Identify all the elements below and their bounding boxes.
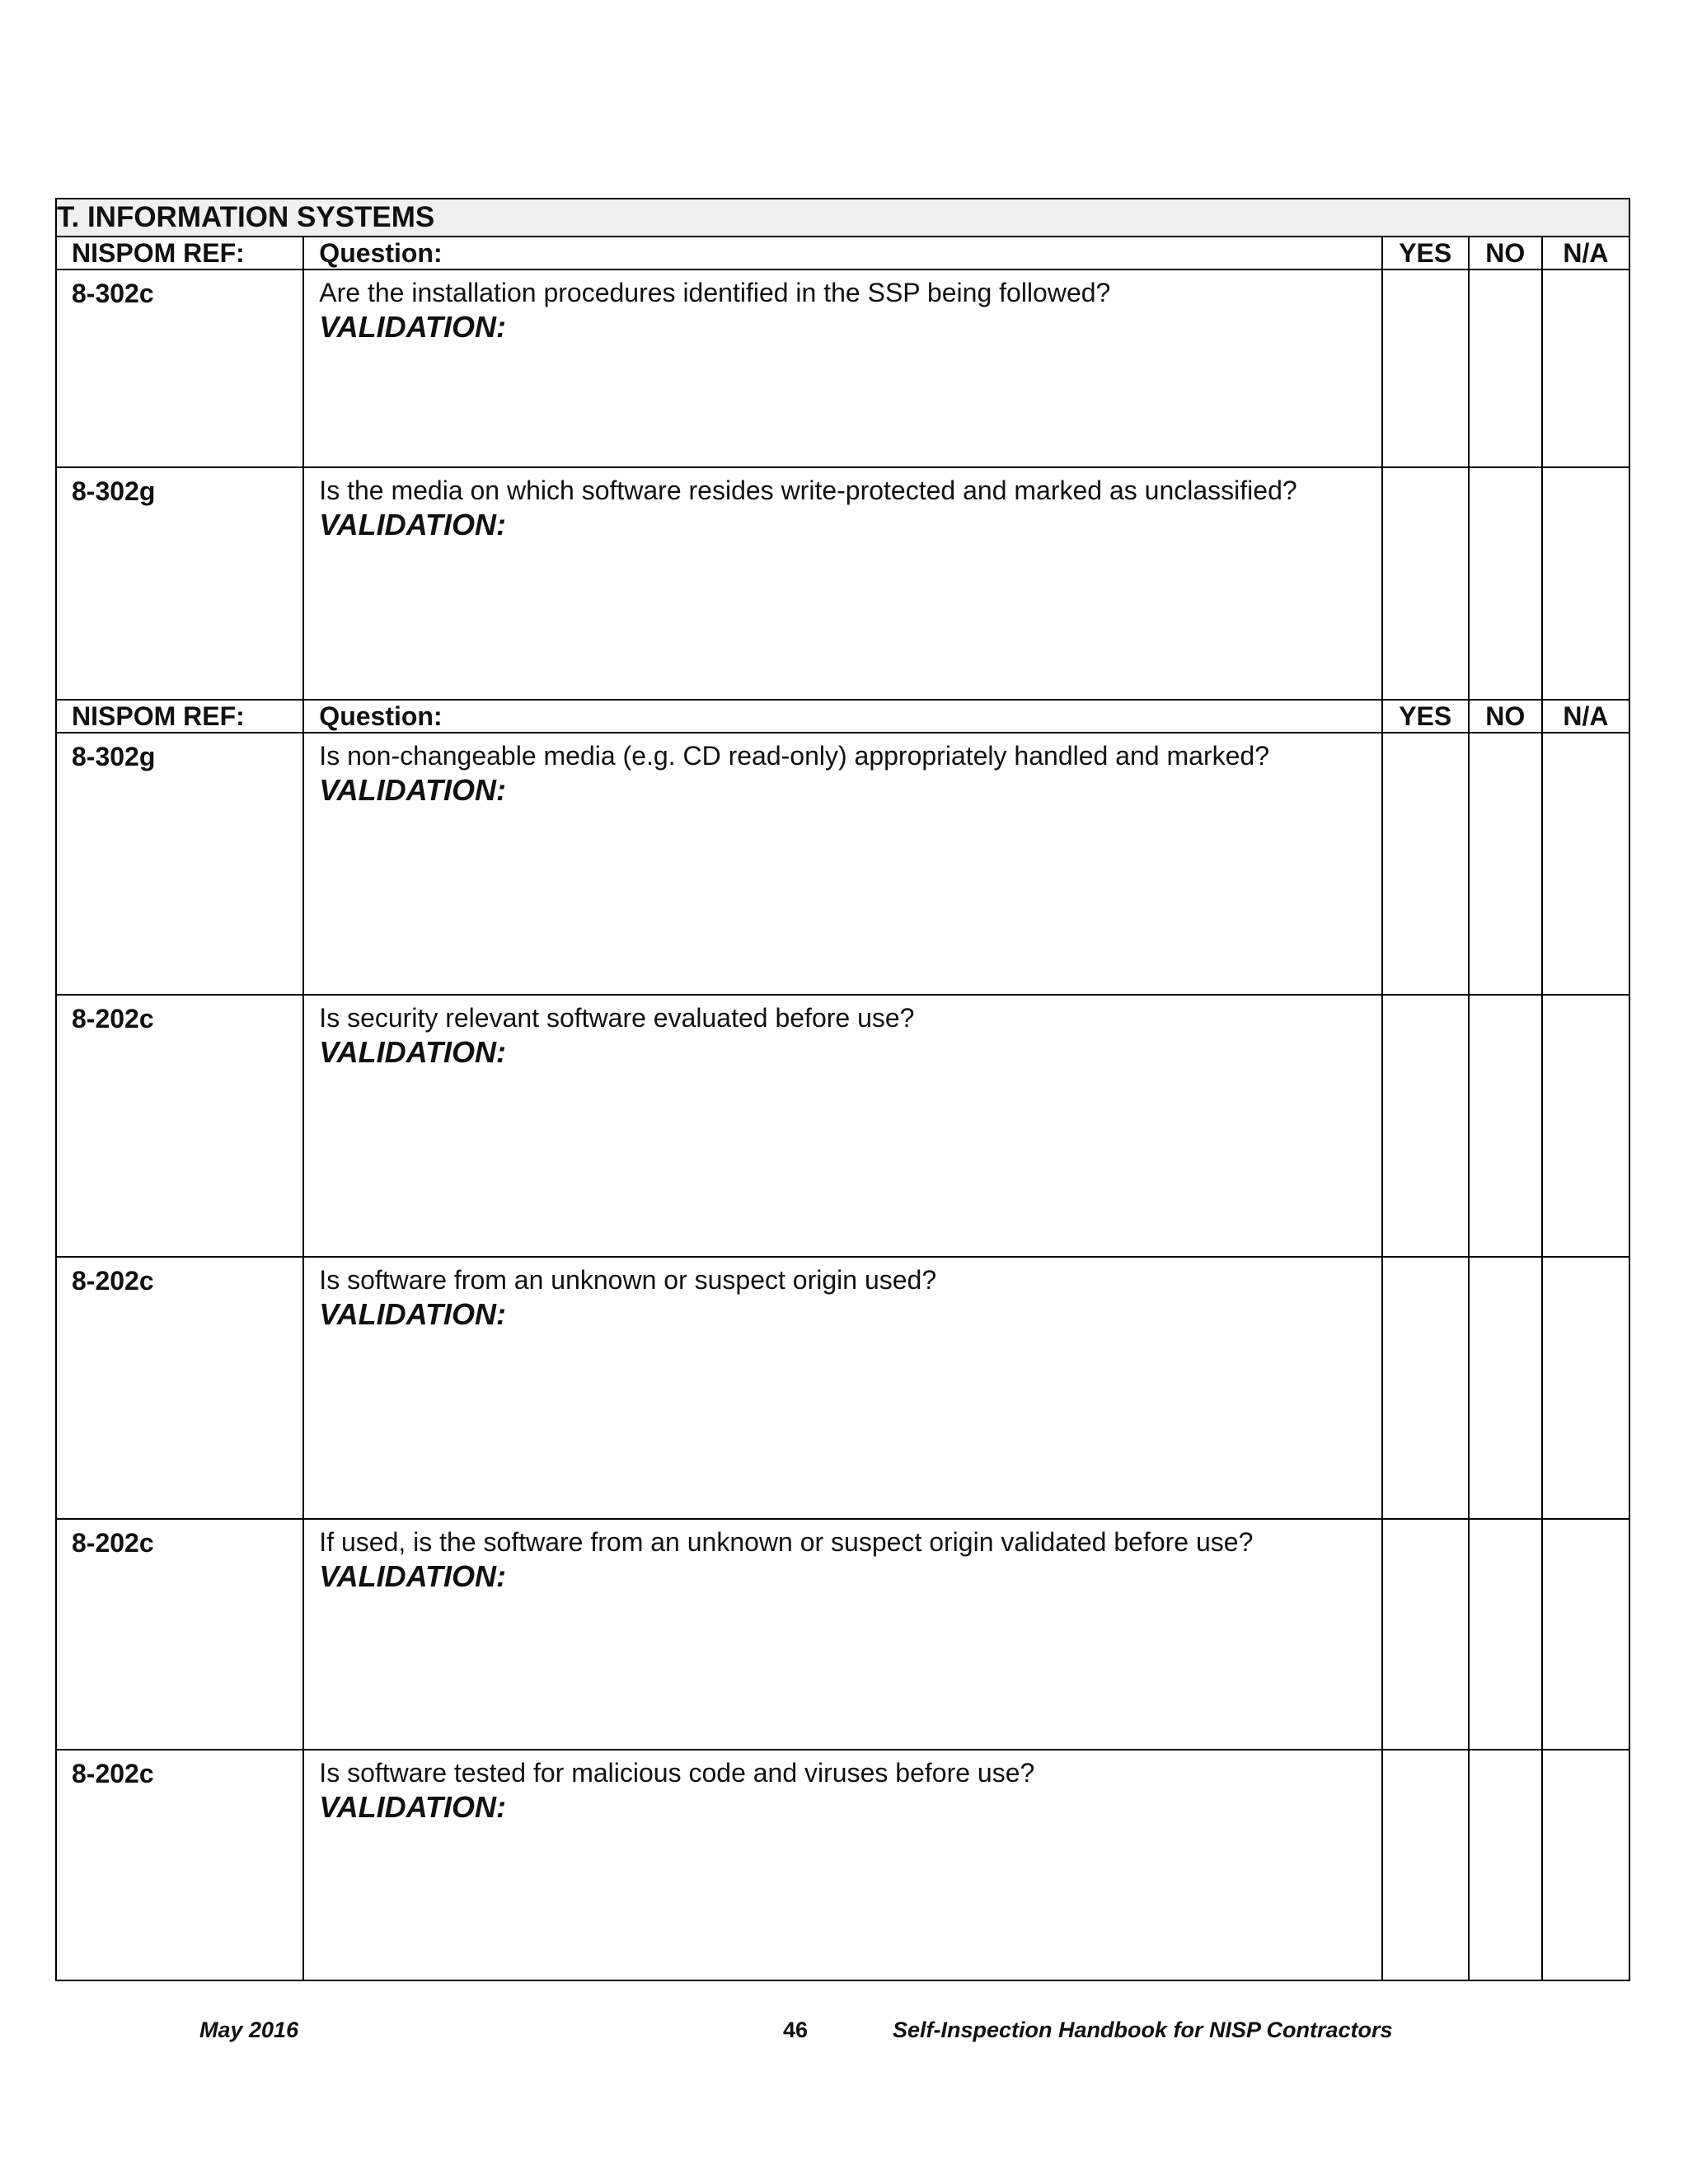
na-checkbox-cell[interactable] bbox=[1542, 995, 1629, 1257]
column-header-row bbox=[56, 237, 1629, 269]
header-na: N/A bbox=[1542, 700, 1629, 733]
no-checkbox-cell[interactable] bbox=[1469, 1750, 1542, 1980]
validation-label: VALIDATION: bbox=[319, 1297, 506, 1331]
na-checkbox-cell[interactable] bbox=[1542, 1750, 1629, 1980]
question-cell bbox=[303, 995, 1381, 1257]
na-checkbox-cell[interactable] bbox=[1542, 1257, 1629, 1519]
validation-label: VALIDATION: bbox=[319, 508, 506, 541]
question-cell bbox=[303, 1750, 1381, 1980]
question-text: If used, is the software from an unknown or suspect origin validated before use? bbox=[319, 1527, 1254, 1557]
yes-checkbox-cell[interactable] bbox=[1382, 733, 1469, 995]
na-checkbox-cell[interactable] bbox=[1542, 467, 1629, 700]
validation-label: VALIDATION: bbox=[319, 773, 506, 807]
footer-title: Self-Inspection Handbook for NISP Contractors bbox=[893, 2018, 1393, 2042]
table-row bbox=[56, 1750, 1629, 1980]
question-text: Is software from an unknown or suspect origin used? bbox=[319, 1265, 937, 1295]
validation-label: VALIDATION: bbox=[319, 310, 506, 344]
validation-label: VALIDATION: bbox=[319, 1035, 506, 1069]
no-checkbox-cell[interactable] bbox=[1469, 1519, 1542, 1750]
validation-label: VALIDATION: bbox=[319, 1559, 506, 1593]
table-row bbox=[56, 269, 1629, 467]
question-cell bbox=[303, 467, 1381, 700]
inspection-form bbox=[55, 198, 1630, 1981]
question-text: Is non-changeable media (e.g. CD read-only) appropriately handled and marked? bbox=[319, 741, 1269, 771]
nispom-ref: 8-302g bbox=[56, 733, 303, 995]
header-yes: YES bbox=[1382, 237, 1469, 269]
header-no: NO bbox=[1469, 237, 1542, 269]
question-cell bbox=[303, 269, 1381, 467]
yes-checkbox-cell[interactable] bbox=[1382, 1519, 1469, 1750]
yes-checkbox-cell[interactable] bbox=[1382, 269, 1469, 467]
nispom-ref: 8-202c bbox=[56, 1750, 303, 1980]
section-title-row bbox=[56, 199, 1629, 237]
question-text: Is the media on which software resides write-protected and marked as unclassified? bbox=[319, 476, 1297, 505]
yes-checkbox-cell[interactable] bbox=[1382, 1750, 1469, 1980]
table-row bbox=[56, 467, 1629, 700]
header-question: Question: bbox=[303, 700, 1381, 733]
yes-checkbox-cell[interactable] bbox=[1382, 995, 1469, 1257]
table-row bbox=[56, 1519, 1629, 1750]
no-checkbox-cell[interactable] bbox=[1469, 1257, 1542, 1519]
no-checkbox-cell[interactable] bbox=[1469, 467, 1542, 700]
nispom-ref: 8-202c bbox=[56, 1257, 303, 1519]
page-number: 46 bbox=[783, 2018, 809, 2042]
header-na: N/A bbox=[1542, 237, 1629, 269]
yes-checkbox-cell[interactable] bbox=[1382, 467, 1469, 700]
column-header-row bbox=[56, 700, 1629, 733]
footer-date: May 2016 bbox=[199, 2018, 299, 2042]
yes-checkbox-cell[interactable] bbox=[1382, 1257, 1469, 1519]
header-question: Question: bbox=[303, 237, 1381, 269]
question-cell bbox=[303, 1519, 1381, 1750]
question-text: Is security relevant software evaluated before use? bbox=[319, 1003, 915, 1033]
question-cell bbox=[303, 733, 1381, 995]
header-no: NO bbox=[1469, 700, 1542, 733]
nispom-ref: 8-302c bbox=[56, 269, 303, 467]
nispom-ref: 8-302g bbox=[56, 467, 303, 700]
no-checkbox-cell[interactable] bbox=[1469, 733, 1542, 995]
na-checkbox-cell[interactable] bbox=[1542, 1519, 1629, 1750]
header-yes: YES bbox=[1382, 700, 1469, 733]
nispom-ref: 8-202c bbox=[56, 1519, 303, 1750]
no-checkbox-cell[interactable] bbox=[1469, 269, 1542, 467]
header-ref: NISPOM REF: bbox=[56, 237, 303, 269]
question-text: Is software tested for malicious code and viruses before use? bbox=[319, 1758, 1035, 1788]
table-row bbox=[56, 733, 1629, 995]
nispom-ref: 8-202c bbox=[56, 995, 303, 1257]
question-text: Are the installation procedures identified in the SSP being followed? bbox=[319, 278, 1111, 307]
na-checkbox-cell[interactable] bbox=[1542, 733, 1629, 995]
na-checkbox-cell[interactable] bbox=[1542, 269, 1629, 467]
question-cell bbox=[303, 1257, 1381, 1519]
no-checkbox-cell[interactable] bbox=[1469, 995, 1542, 1257]
checklist-table bbox=[55, 198, 1630, 1981]
validation-label: VALIDATION: bbox=[319, 1790, 506, 1824]
header-ref: NISPOM REF: bbox=[56, 700, 303, 733]
table-row bbox=[56, 995, 1629, 1257]
section-title: T. INFORMATION SYSTEMS bbox=[56, 199, 1629, 237]
table-row bbox=[56, 1257, 1629, 1519]
